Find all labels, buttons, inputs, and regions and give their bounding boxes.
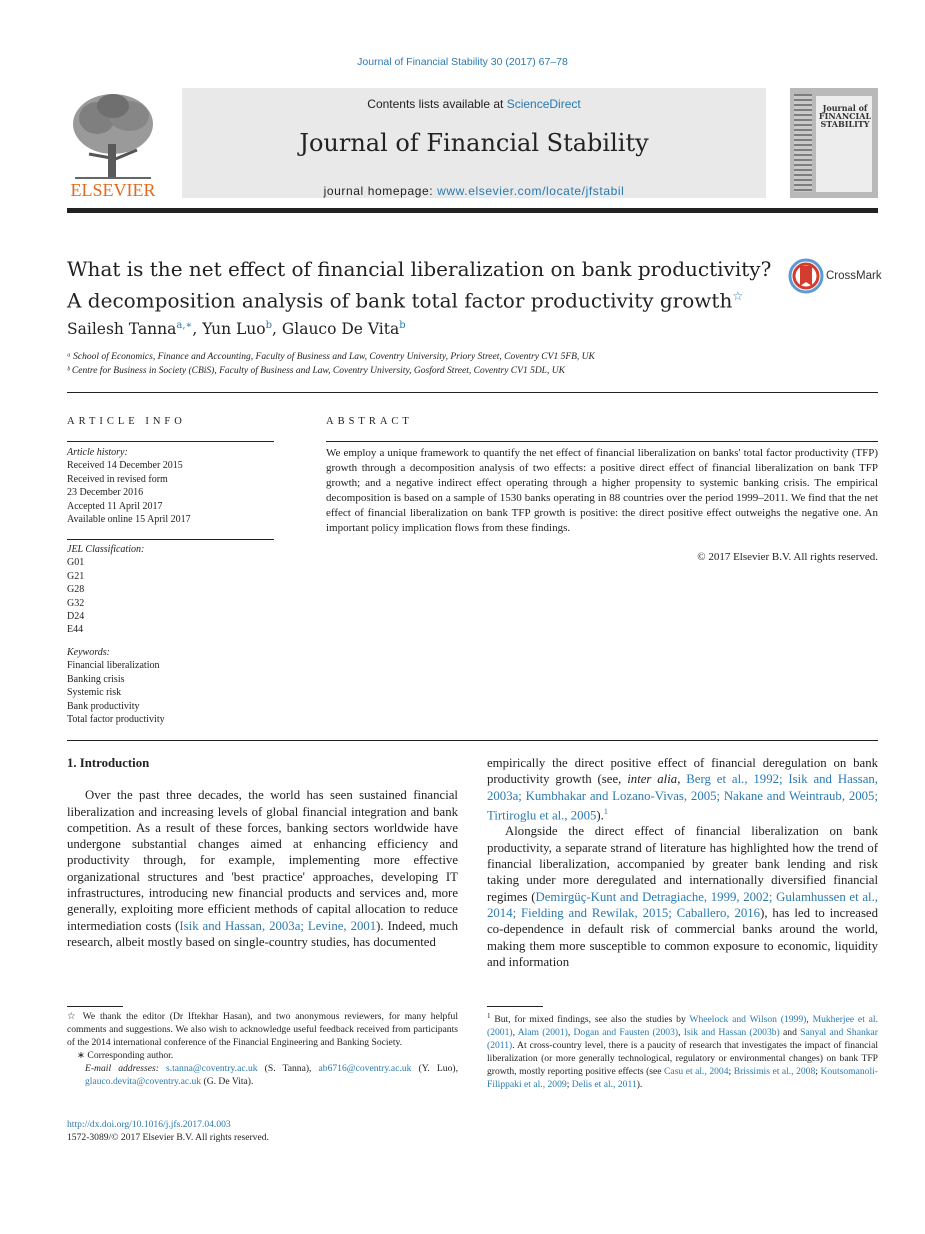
- masthead-rule: [67, 208, 878, 213]
- jel-code: G01: [67, 557, 85, 569]
- journal-citation-link[interactable]: Journal of Financial Stability 30 (2017) 67–78: [357, 56, 568, 68]
- body-paragraph: [487, 823, 878, 970]
- copyright-notice: © 2017 Elsevier B.V. All rights reserved.: [697, 551, 878, 563]
- journal-homepage: [182, 184, 766, 198]
- info-rule: [67, 539, 274, 540]
- footnote-text: . At cross-country level, there is a paucity of research that investigates the impact of financial liberalization (or more generally technological, regulatory or environmental changes) on bank TFP growth, mostly reporting positive effects (see: [487, 1040, 878, 1078]
- history-item: Available online 15 April 2017: [67, 514, 191, 526]
- info-rule: [67, 441, 274, 442]
- body-paragraph: [487, 755, 878, 823]
- doi-link[interactable]: http://dx.doi.org/10.1016/j.jfs.2017.04.003: [67, 1119, 231, 1130]
- affiliation-b: ᵇ Centre for Business in Society (CBiS), Faculty of Business and Law, Coventry University, Gosford Street, Coventry CV1 5DL, UK: [67, 366, 565, 376]
- jel-code: G32: [67, 597, 85, 609]
- keyword: Bank productivity: [67, 700, 140, 712]
- keyword: Total factor productivity: [67, 714, 165, 726]
- article-title: [67, 256, 787, 315]
- citation-link[interactable]: Berg et al., 1992; Isik and Hassan, 2003a; Kumbhakar and Lozano-Vivas, 2005; Nakane and Weintraub, 2005; Tirtiroglu et al., 2005: [487, 772, 878, 823]
- footnote-text: ;: [815, 1066, 821, 1078]
- footnotes-left: [67, 1010, 458, 1088]
- citation-link[interactable]: Koutsomanoli-Filippaki et al., 2009: [487, 1066, 878, 1091]
- elsevier-logo: [67, 88, 159, 200]
- citation-link[interactable]: Wheelock and Wilson (1999): [689, 1014, 807, 1026]
- citation-link[interactable]: Alam (2001): [517, 1027, 568, 1039]
- jel-code: G21: [67, 570, 85, 582]
- footnote-text: ;: [566, 1079, 572, 1091]
- footnote-text: ;: [728, 1066, 734, 1078]
- cover-title: Journal of FINANCIAL STABILITY: [818, 103, 872, 129]
- title-footnote-star[interactable]: ☆: [732, 289, 744, 303]
- contents-line: [182, 97, 766, 111]
- keyword: Financial liberalization: [67, 660, 160, 672]
- paragraph-text: ), has led to increased co-dependence in default risk of commercial banks around the world, making them more susceptible to common exposure to economic, liquidity and information: [487, 905, 879, 969]
- elsevier-tree-icon: [67, 88, 159, 200]
- contents-label: Contents lists available at: [367, 97, 507, 111]
- email-label: E-mail addresses:: [85, 1063, 166, 1074]
- citation-link[interactable]: Mukherjee et al. (2001): [487, 1014, 878, 1039]
- abstract-heading: ABSTRACT: [326, 416, 413, 427]
- footnote-ref[interactable]: 1: [603, 806, 608, 816]
- author-list: [67, 320, 406, 338]
- email-link[interactable]: glauco.devita@coventry.ac.uk: [85, 1076, 202, 1087]
- paragraph-text: ).: [596, 808, 604, 823]
- author-separator: ,: [272, 320, 282, 339]
- author-name: Sailesh Tanna: [67, 320, 177, 339]
- jel-code: D24: [67, 611, 85, 623]
- citation-link[interactable]: Brissimis et al., 2008: [733, 1066, 816, 1078]
- footnote-1: [487, 1010, 878, 1091]
- header-rule: [67, 392, 878, 393]
- footnote-number: 1: [487, 1012, 491, 1020]
- author-affiliation-link[interactable]: b: [265, 320, 272, 331]
- email-link[interactable]: ab6716@coventry.ac.uk: [318, 1063, 412, 1074]
- author-affiliation-link[interactable]: b: [399, 320, 406, 331]
- footnote-text: ,: [512, 1027, 518, 1039]
- author-separator: ,: [192, 320, 203, 339]
- footnotes-right: [487, 1010, 878, 1091]
- author-affiliation-link[interactable]: a,∗: [176, 320, 193, 331]
- title-line-2-text: A decomposition analysis of bank total factor productivity growth: [67, 288, 733, 313]
- citation-link[interactable]: Isik and Hassan, 2003a; Levine, 2001: [179, 918, 377, 933]
- body-rule: [67, 740, 878, 741]
- article-info-heading: ARTICLE INFO: [67, 416, 186, 427]
- email-addresses: [67, 1062, 458, 1088]
- footnote-text: ,: [567, 1027, 574, 1039]
- email-link[interactable]: s.tanna@coventry.ac.uk: [165, 1063, 258, 1074]
- paragraph-text: Alongside the direct effect of financial liberalization on bank productivity, a separate strand of literature has highlighted how the trend of financial liberalization, accompanied by greater bank lending and risk taking under more deregulated and internationally diversified financial regimes (: [487, 824, 878, 904]
- footnote-text: and: [779, 1027, 801, 1039]
- email-owner: (S. Tanna),: [257, 1063, 319, 1074]
- homepage-label: journal homepage:: [323, 184, 438, 198]
- sciencedirect-link[interactable]: ScienceDirect: [506, 97, 581, 111]
- history-item: 23 December 2016: [67, 487, 144, 499]
- footnote-text: ,: [678, 1027, 684, 1039]
- author-name: Yun Luo: [202, 320, 266, 339]
- email-owner: (Y. Luo),: [411, 1063, 458, 1074]
- email-owner: (G. De Vita).: [201, 1076, 254, 1087]
- footnote-text: ,: [806, 1014, 813, 1026]
- body-column-right: [487, 755, 878, 970]
- latin-phrase: inter alia: [627, 772, 678, 787]
- abstract-text: We employ a unique framework to quantify the net effect of financial liberalization on banks' total factor productivity (TFP) growth through a decomposition analysis of two effects: a positive direct effect of financial liberalization on bank TFP growth; and a negative indirect effect operating through a higher propensity to systemic banking crisis. The empirical decomposition is based on a sample of 1530 banks operating in 88 countries over the period 1999–2011. We find that the net effect of financial liberalization on bank TFP growth is positive: the direct positive effect outweighs the negative one. An important policy implication flows from these findings.: [326, 447, 878, 534]
- footnote-text: But, for mixed findings, see also the studies by: [490, 1014, 690, 1026]
- paragraph-text: Over the past three decades, the world has seen sustained financial liberalization and increasing levels of global financial integration and bank competition. As a result of these forces, banking sectors worldwide have undergone substantial changes aimed at enhancing efficiency and productivity through, for example, implementing more effective organizational structures and 'best practice' approaches, developing IT infrastructures, introducing new financial products and services and, more generally, exploiting more efficient methods of capital allocation to reduce intermediation costs (: [67, 788, 458, 933]
- article-history: [67, 446, 191, 526]
- footnote-rule: [487, 1006, 543, 1007]
- citation-link[interactable]: Isik and Hassan (2003b): [683, 1027, 780, 1039]
- affiliation-a: ᵃ School of Economics, Finance and Accounting, Faculty of Business and Law, Coventry University, Priory Street, Coventry CV1 5FB, UK: [67, 352, 595, 362]
- citation-link[interactable]: Dogan and Fausten (2003): [573, 1027, 679, 1039]
- crossmark-icon: [788, 258, 824, 294]
- acknowledgement-note: ☆ We thank the editor (Dr Iftekhar Hasan), and two anonymous reviewers, for many helpful comments and suggestions. We also wish to acknowledge useful feedback received from participants of the 2014 international conference of the Financial Engineering and Banking Society.: [67, 1011, 458, 1048]
- keyword: Systemic risk: [67, 687, 122, 699]
- citation-link[interactable]: Demirgüç-Kunt and Detragiache, 1999, 2002; Gulamhussen et al., 2014; Fielding and Rewilak, 2015; Caballero, 2016: [487, 889, 878, 920]
- history-item: Received 14 December 2015: [67, 460, 183, 472]
- history-label: Article history:: [67, 447, 128, 458]
- footnote-text: ).: [636, 1079, 643, 1091]
- jel-label: JEL Classification:: [67, 544, 145, 555]
- title-line-1: What is the net effect of financial liberalization on bank productivity?: [67, 257, 772, 281]
- title-line-2: [67, 283, 787, 315]
- citation-link[interactable]: Casu et al., 2004: [664, 1066, 729, 1078]
- citation-link[interactable]: Delis et al., 2011: [571, 1079, 637, 1091]
- body-paragraph: [67, 787, 458, 950]
- keyword: Banking crisis: [67, 673, 125, 685]
- paragraph-text: ,: [677, 772, 687, 787]
- journal-cover-thumbnail[interactable]: [790, 88, 878, 198]
- corresponding-author-note: ∗ Corresponding author.: [77, 1050, 174, 1061]
- elsevier-wordmark: ELSEVIER: [70, 180, 156, 200]
- jel-code: G28: [67, 584, 85, 596]
- jel-classification: [67, 543, 144, 637]
- history-item: Received in revised form: [67, 473, 168, 485]
- abstract-rule: [326, 441, 878, 442]
- crossmark-label: CrossMark: [826, 270, 882, 282]
- keywords: [67, 646, 165, 726]
- citation-link[interactable]: Sanyal and Shankar (2011): [487, 1027, 878, 1052]
- paragraph-text: ). Indeed, much research, albeit mostly based on single-country studies, has documented: [67, 918, 458, 949]
- footnote-rule: [67, 1006, 123, 1007]
- homepage-link[interactable]: www.elsevier.com/locate/jfstabil: [437, 184, 625, 198]
- history-item: Accepted 11 April 2017: [67, 500, 163, 512]
- section-heading: 1. Introduction: [67, 756, 150, 770]
- crossmark-badge[interactable]: [788, 258, 880, 294]
- issn-copyright: 1572-3089/© 2017 Elsevier B.V. All rights reserved.: [67, 1132, 269, 1143]
- keywords-label: Keywords:: [67, 647, 110, 658]
- author-name: Glauco De Vita: [281, 320, 400, 339]
- paragraph-text: empirically the direct positive effect of financial deregulation on bank productivity growth (see,: [487, 756, 878, 787]
- jel-code: E44: [67, 624, 84, 636]
- journal-name: Journal of Financial Stability: [299, 129, 649, 157]
- cover-spine: [794, 94, 812, 192]
- body-column-left: [67, 755, 458, 950]
